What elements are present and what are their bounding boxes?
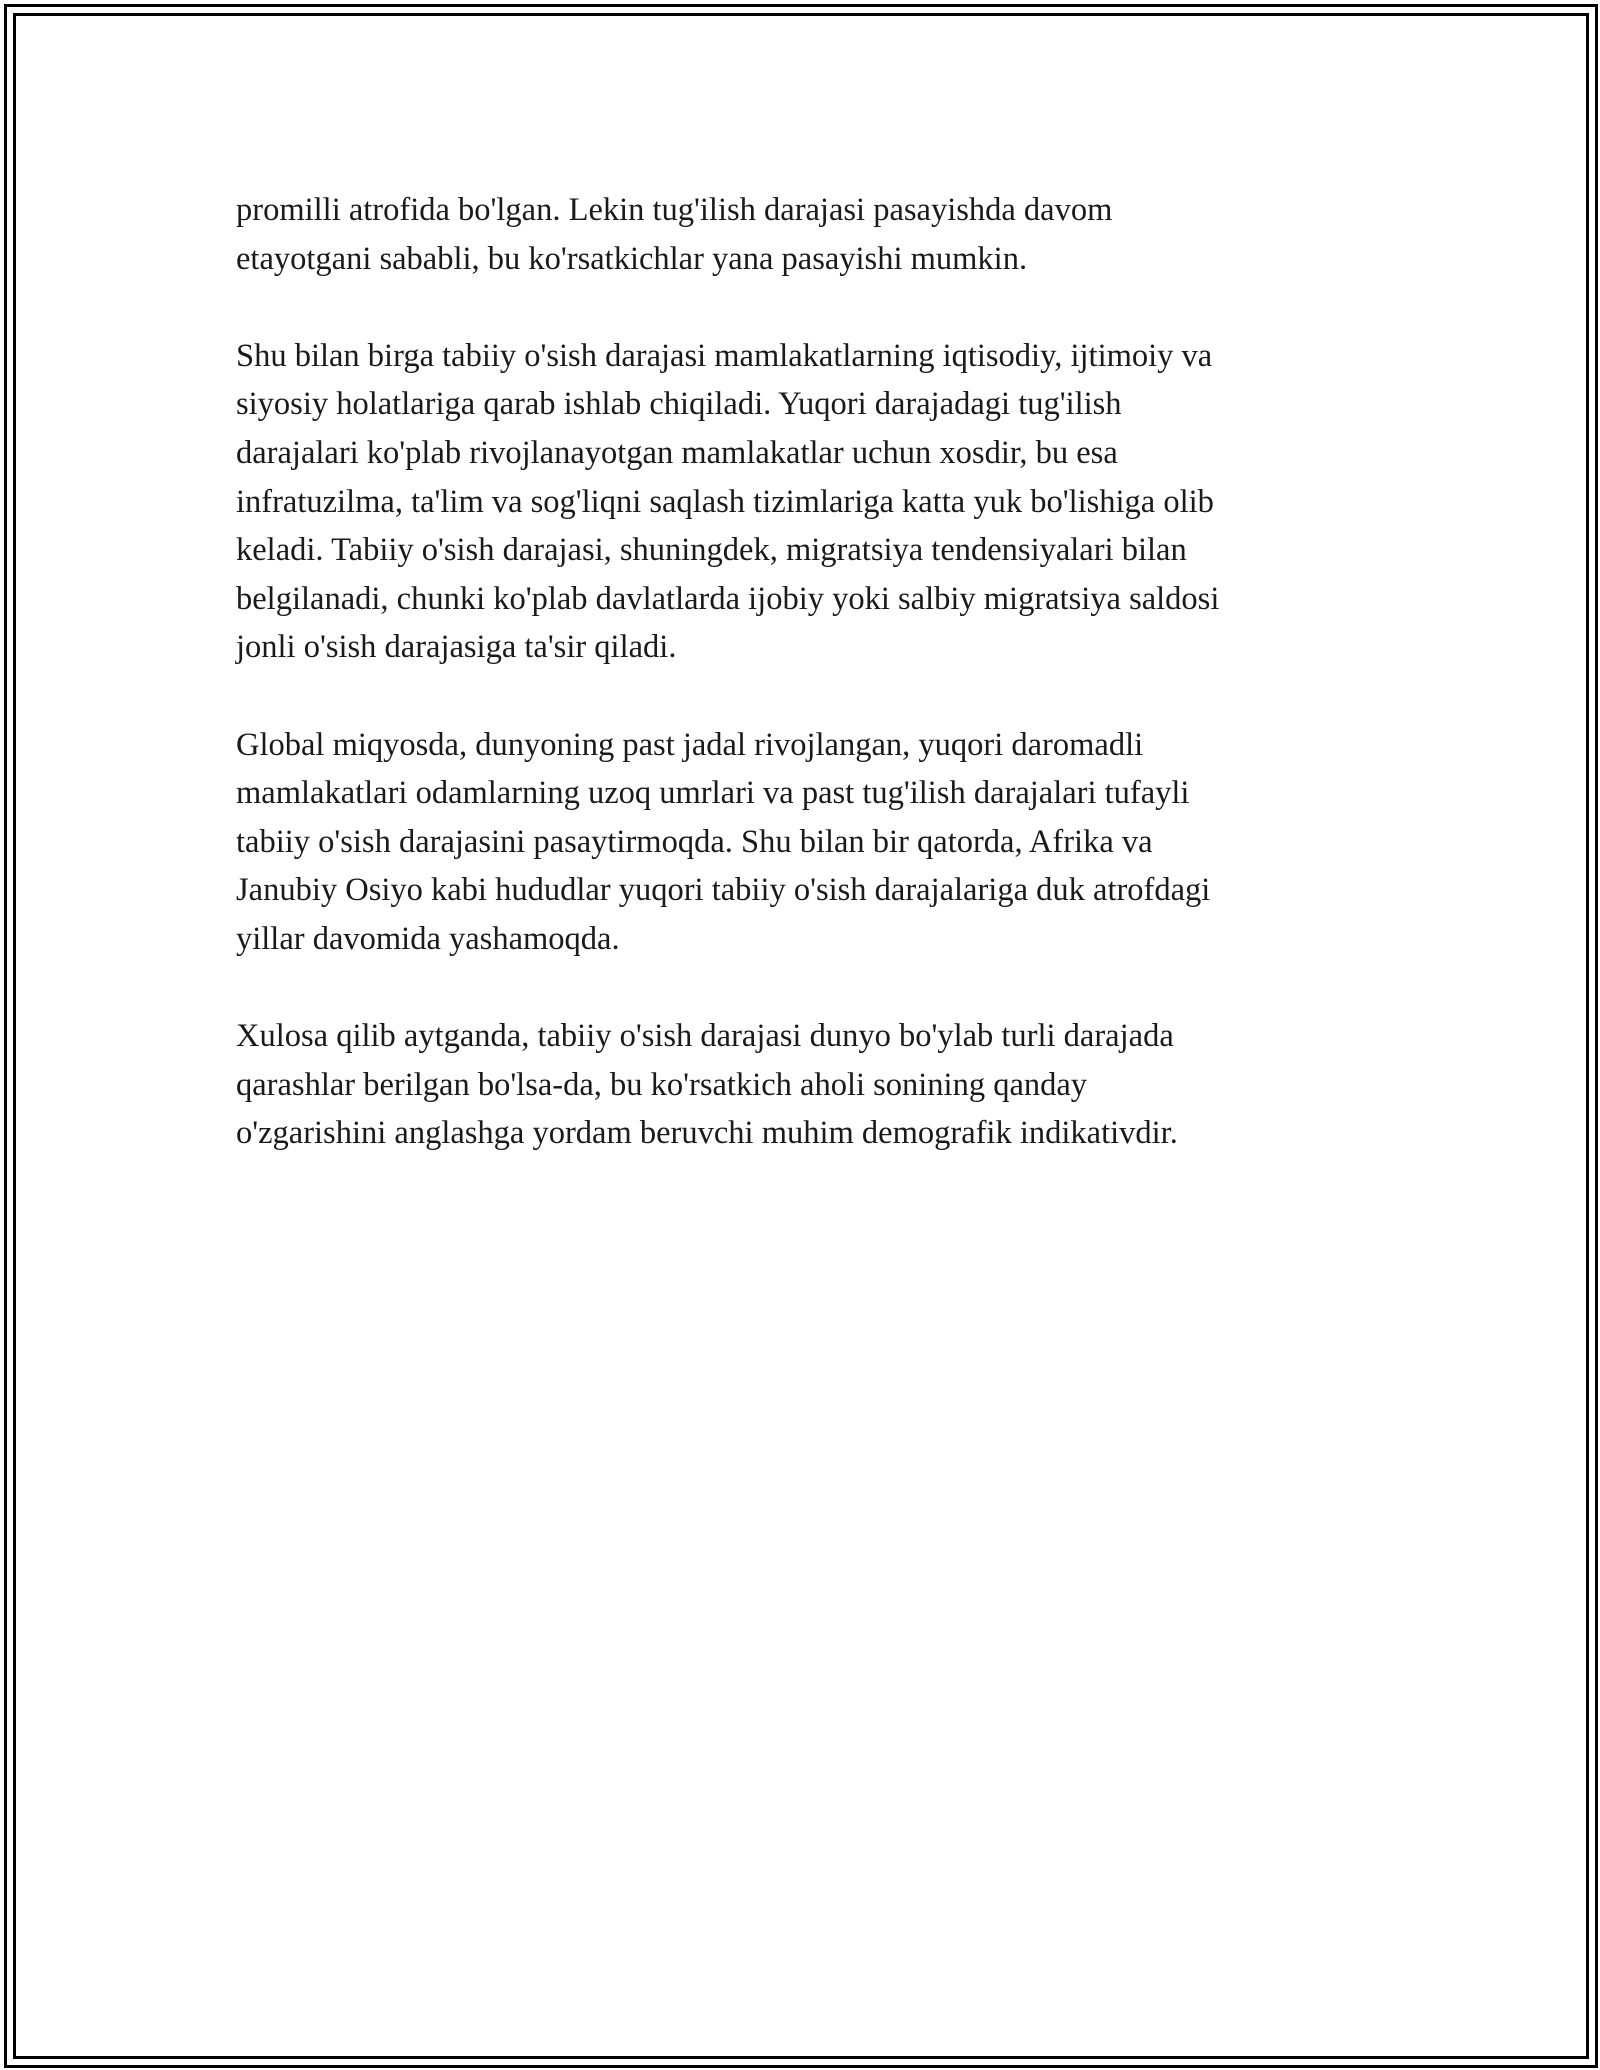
paragraph-1: promilli atrofida bo'lgan. Lekin tug'ilish darajasi pasayishda davom etayotgani sababli, bu ko'rsatkichlar yana pasayishi mumkin.	[236, 192, 1113, 277]
paragraph-3: Global miqyosda, dunyoning past jadal rivojlangan, yuqori daromadli mamlakatlari odamlarning uzoq umrlari va past tug'ilish darajalari tufayli tabiiy o'sish darajasini pasaytirmoqda. Shu bilan bir qatorda, Afrika va Janubiy Osiyo kabi hududlar yuqori tabiiy o'sish darajalariga duk atrofdagi yillar davomida yashamoqda.	[236, 726, 1211, 957]
paragraph-4: Xulosa qilib aytganda, tabiiy o'sish darajasi dunyo bo'ylab turli darajada qarashlar berilgan bo'lsa-da, bu ko'rsatkich aholi sonining qanday o'zgarishini anglashga yordam beruvchi muhim demografik indikativdir.	[236, 1018, 1178, 1152]
paragraph-2: Shu bilan birga tabiiy o'sish darajasi mamlakatlarning iqtisodiy, ijtimoiy va siyosiy holatlariga qarab ishlab chiqiladi. Yuqori darajadagi tug'ilish darajalari ko'plab rivojlanayotgan mamlakatlar uchun xosdir, bu esa infratuzilma, ta'lim va sog'liqni saqlash tizimlariga katta yuk bo'lishiga olib keladi. Tabiiy o'sish darajasi, shuningdek, migratsiya tendensiyalari bilan belgilanadi, chunki ko'plab davlatlarda ijobiy yoki salbiy migratsiya saldosi jonli o'sish darajasiga ta'sir qiladi.	[236, 337, 1220, 666]
document-body	[236, 186, 1376, 1206]
